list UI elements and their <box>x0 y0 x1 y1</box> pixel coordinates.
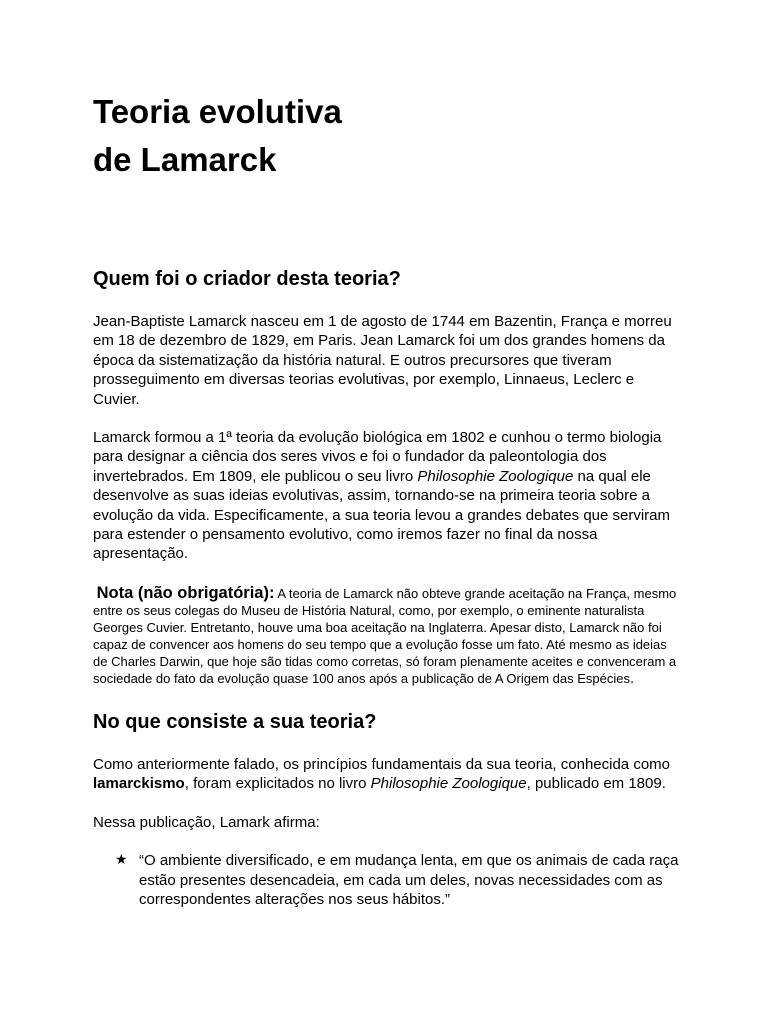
document-page <box>93 88 679 909</box>
quote-list <box>93 851 679 909</box>
quote-text: “O ambiente diversificado, e em mudança lenta, em que os animais de cada raça estão presentes desencadeia, em cada um deles, novas necessidades com as correspondentes alterações nos seus hábitos.” <box>139 852 679 908</box>
paragraph-affirms: Nessa publicação, Lamark afirma: <box>93 813 320 831</box>
note-end: . <box>630 669 635 687</box>
title-line-1: Teoria evolutiva <box>93 93 342 130</box>
paragraph-lamarckism-part-2: , foram explicitados no livro <box>184 775 371 793</box>
lamarckism-bold: lamarckismo <box>93 775 185 793</box>
paragraph-first-theory-part-2: na qual ele desenvolve as suas ideias evolutivas, assim, tornando-se na primeira teoria sobre a evolução da vida. Especificamente, a sua teoria levou a grandes debates que serviram para estender o pensamento evolutivo, como iremos fazer no final da nossa apresentação. <box>93 467 671 563</box>
book-title-italic-2: Philosophie Zoologique <box>370 775 527 793</box>
paragraph-lamarckism-part-3: , publicado em 1809. <box>526 775 666 793</box>
note-text: A teoria de Lamarck não obteve grande aceitação na França, mesmo entre os seus colegas do Museu de História Natural, como, por exemplo, o eminente naturalista Georges Cuvier. Entretanto, houve uma boa aceitação na Inglaterra. Apesar disto, Lamarck não foi capaz de convencer aos homens do seu tempo que a evolução fosse um fato. Até mesmo as ideias de Charles Darwin, que hoje são tidas como corretas, só foram plenamente aceites e convenceram a sociedade do fato da evolução quase 100 anos após a publicação de A Origem das Espécies <box>93 585 677 686</box>
note-label: Nota (não obrigatória): <box>96 583 275 602</box>
paragraph-first-theory <box>93 428 679 564</box>
book-title-italic: Philosophie Zoologique <box>417 467 574 485</box>
star-icon: ★ <box>115 852 128 869</box>
list-item <box>93 851 679 909</box>
section-heading-theory: No que consiste a sua teoria? <box>93 710 377 733</box>
paragraph-first-theory-part-1: Lamarck formou a 1ª teoria da evolução biológica em 1802 e cunhou o termo biologia para designar a ciência dos seres vivos e foi o fundador da paleontologia dos invertebrados. Em 1809, ele publicou o seu livro <box>93 429 662 485</box>
paragraph-lamarckism-part-1: Como anteriormente falado, os princípios fundamentais da sua teoria, conhecida como <box>93 755 670 773</box>
title-line-2: de Lamarck <box>93 141 277 178</box>
paragraph-lamarckism <box>93 755 679 794</box>
document-title <box>93 88 679 184</box>
paragraph-biography: Jean-Baptiste Lamarck nasceu em 1 de agosto de 1744 em Bazentin, França e morreu em 18 de dezembro de 1829, em Paris. Jean Lamarck foi um dos grandes homens da época da sistematização da história natural. E outros precursores que tiveram prosseguimento em diversas teorias evolutivas, por exemplo, Linnaeus, Leclerc e Cuvier. <box>93 313 672 408</box>
note-paragraph <box>93 585 679 687</box>
section-heading-creator: Quem foi o criador desta teoria? <box>93 268 401 290</box>
